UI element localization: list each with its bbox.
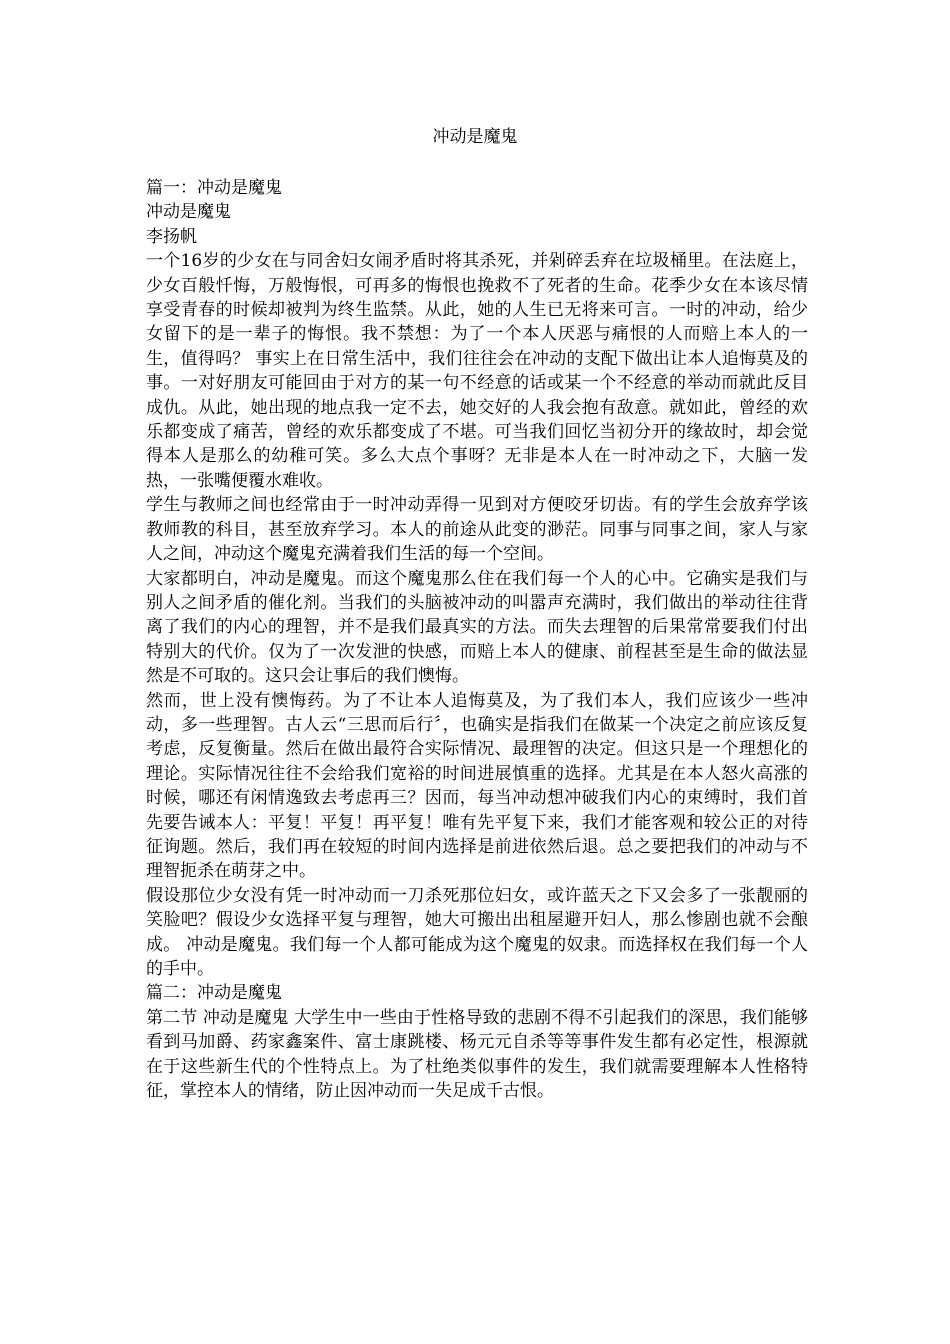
paragraph: 一个16岁的少女在与同舍妇女闹矛盾时将其杀死，并剁碎丢弃在垃圾桶里。在法庭上，少女百般忏悔，万般悔恨，可再多的悔恨也挽救不了死者的生命。花季少女在本该尽情享受青春的时候却被判为终生监禁。从此，她的人生已无将来可言。一时的冲动，给少女留下的是一辈子的悔恨。我不禁想：为了一个本人厌恶与痛恨的人而赔上本人的一生，值得吗？ 事实上在日常生活中，我们往往会在冲动的支配下做出让本人追悔莫及的事。一对好朋友可能回由于对方的某一句不经意的话或某一个不经意的举动而就此反目成仇。从此，她出现的地点我一定不去，她交好的人我会抱有敌意。就如此，曾经的欢乐都变成了痛苦，曾经的欢乐都变成了不堪。可当我们回忆当初分开的缘故时，却会觉得本人是那么的幼稚可笑。多么大点个事呀？无非是本人在一时冲动之下，大脑一发热，一张嘴便覆水难收。	[146, 251, 808, 491]
document-title: 冲动是魔鬼	[432, 127, 518, 147]
document-body	[146, 176, 808, 1103]
paragraph: 第二节 冲动是魔鬼 大学生中一些由于性格导致的悲剧不得不引起我们的深思，我们能够看到马加爵、药家鑫案件、富士康跳楼、杨元元自杀等等事件发生都有必定性，根源就在于这些新生代的个性特点上。为了杜绝类似事件的发生，我们就需要理解本人性格特征，掌控本人的情绪，防止因冲动而一失足成千古恨。	[146, 1007, 808, 1102]
paragraph: 大家都明白，冲动是魔鬼。而这个魔鬼那么住在我们每一个人的心中。它确实是我们与别人之间矛盾的催化剂。当我们的头脑被冲动的叫嚣声充满时，我们做出的举动往往背离了我们的内心的理智，并不是我们最真实的方法。而失去理智的后果常常要我们付出特别大的代价。仅为了一次发泄的快感，而赔上本人的健康、前程甚至是生命的做法显然是不可取的。这只会让事后的我们懊悔。	[146, 568, 808, 687]
paragraph: 学生与教师之间也经常由于一时冲动弄得一见到对方便咬牙切齿。有的学生会放弃学该教师教的科目，甚至放弃学习。本人的前途从此变的渺茫。同事与同事之间，家人与家人之间，冲动这个魔鬼充满着我们生活的每一个空间。	[146, 495, 808, 565]
section-heading-1: 篇一：冲动是魔鬼	[146, 178, 282, 198]
essay-author: 李扬帆	[146, 226, 197, 247]
paragraph: 然而，世上没有懊悔药。为了不让本人追悔莫及，为了我们本人，我们应该少一些冲动，多一些理智。古人云“三思而后行〞，也确实是指我们在做某一个决定之前应该反复考虑，反复衡量。然后在做出最符合实际情况、最理智的决定。但这只是一个理想化的理论。实际情况往往不会给我们宽裕的时间进展慎重的选择。尤其是在本人怒火高涨的时候，哪还有闲情逸致去考虑再三？因而，每当冲动想冲破我们内心的束缚时，我们首先要告诫本人：平复！平复！再平复！唯有先平复下来，我们才能客观和较公正的对待征询题。然后，我们再在较短的时间内选择是前进依然后退。总之要把我们的冲动与不理智扼杀在萌芽之中。	[146, 690, 808, 882]
paragraph: 假设那位少女没有凭一时冲动而一刀杀死那位妇女，或许蓝天之下又会多了一张靓丽的笑脸吧？假设少女选择平复与理智，她大可搬出出租屋避开妇人，那么惨剧也就不会酿成。 冲动是魔鬼。我们每一个人都可能成为这个魔鬼的奴隶。而选择权在我们每一个人的手中。	[146, 885, 808, 979]
section-heading-2: 篇二：冲动是魔鬼	[146, 983, 282, 1004]
essay-title: 冲动是魔鬼	[146, 202, 231, 223]
